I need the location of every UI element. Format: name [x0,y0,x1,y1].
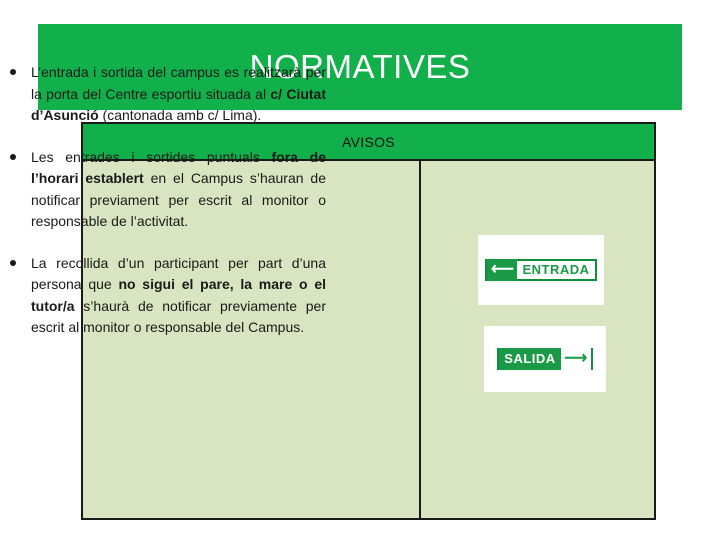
notice-list [10,62,326,339]
notice-text: en el Campus s’hauran de notificar previament per escrit al monitor o responsable de l’activitat. [31,170,327,229]
salida-sign [484,326,606,392]
bullet-icon [10,69,16,75]
notice-text-bold: no sigui el pare, la mare o el tutor/a [31,276,326,314]
notice-text: L’entrada i sortida del campus es realitzarà per la porta del Centre esportiu situada al [31,64,326,102]
entrada-sign-label: ENTRADA [517,261,594,279]
table-header-label: AVISOS [342,133,395,150]
entrada-sign [478,235,604,305]
column-divider [419,161,421,520]
salida-sign-plate [497,348,592,370]
notice-text-bold: fora de l’horari establert [31,148,326,186]
notice-item [10,147,326,233]
notice-text: La recollida d’un participant per part d’una persona que [31,254,326,292]
notice-text: s’haurà de notificar previamente per escrit al monitor o responsable del Campus. [31,297,326,335]
notice-item [10,62,326,127]
salida-sign-label: SALIDA [499,348,560,370]
bullet-icon [10,154,16,160]
arrow-right-icon: ⟶ [561,348,591,370]
page-title: NORMATIVES [249,48,471,85]
entrada-sign-plate [485,259,596,281]
notice-item [10,253,326,339]
notice-text: Les entrades i sortides puntuals [31,148,272,165]
notice-text-bold: c/ Ciutat d’Asunció [31,85,326,123]
notice-text: (cantonada amb c/ Lima). [98,107,262,123]
arrow-left-icon: ⟵ [487,259,517,281]
bullet-icon [10,260,16,266]
